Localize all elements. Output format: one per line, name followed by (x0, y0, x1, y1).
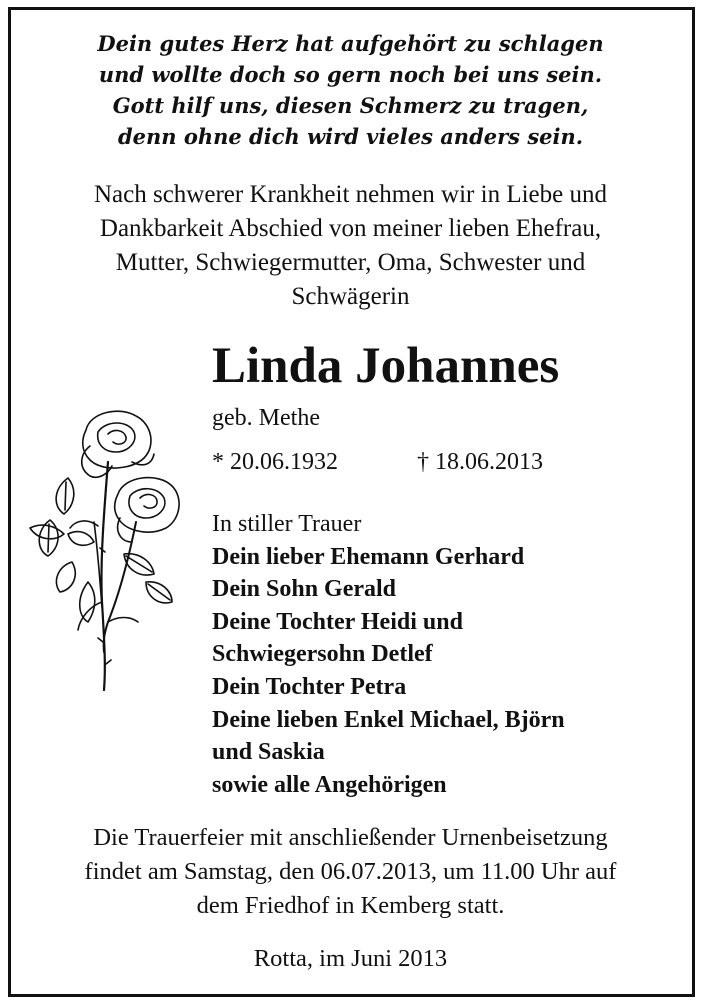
ceremony-line: Die Trauerfeier mit anschließender Urnenbeisetzung (93, 824, 608, 851)
mourner-line: Deine lieben Enkel Michael, Björn (212, 706, 565, 733)
place-and-date: Rotta, im Juni 2013 (253, 945, 448, 972)
verse-line: Gott hilf uns, diesen Schmerz zu tragen, (112, 93, 589, 118)
death-date: † 18.06.2013 (417, 449, 543, 475)
funeral-details (0, 821, 701, 923)
birth-date: * 20.06.1932 (212, 449, 338, 475)
mourner-line: Dein Sohn Gerald (212, 576, 397, 603)
mourner-line: Dein Tochter Petra (212, 673, 407, 700)
mourner-line: sowie alle Angehörigen (212, 771, 447, 798)
birth-name: geb. Methe (212, 405, 320, 431)
verse-line: denn ohne dich wird vieles anders sein. (117, 124, 584, 149)
ceremony-line: findet am Samstag, den 06.07.2013, um 11.00 Uhr auf (84, 858, 617, 885)
mourners-block (212, 508, 565, 801)
intro-line: Mutter, Schwiegermutter, Oma, Schwester und (115, 249, 586, 276)
memorial-verse (0, 28, 701, 152)
mourner-line: Schwiegersohn Detlef (212, 641, 433, 668)
mourner-line: und Saskia (212, 739, 325, 766)
verse-line: und wollte doch so gern noch bei uns sein. (98, 62, 603, 87)
intro-text (0, 178, 701, 314)
mourner-line: Deine Tochter Heidi und (212, 608, 463, 635)
deceased-name: Linda Johannes (212, 338, 560, 394)
intro-line: Nach schwerer Krankheit nehmen wir in Liebe und (93, 181, 607, 208)
verse-line: Dein gutes Herz hat aufgehört zu schlagen (97, 31, 604, 56)
life-dates (212, 447, 543, 477)
intro-line: Dankbarkeit Abschied von meiner lieben Ehefrau, (99, 215, 602, 242)
rose-illustration (28, 402, 188, 698)
ceremony-line: dem Friedhof in Kemberg statt. (196, 892, 505, 919)
mourner-line: Dein lieber Ehemann Gerhard (212, 543, 525, 570)
intro-line: Schwägerin (291, 283, 410, 310)
mourning-lead: In stiller Trauer (212, 511, 362, 537)
